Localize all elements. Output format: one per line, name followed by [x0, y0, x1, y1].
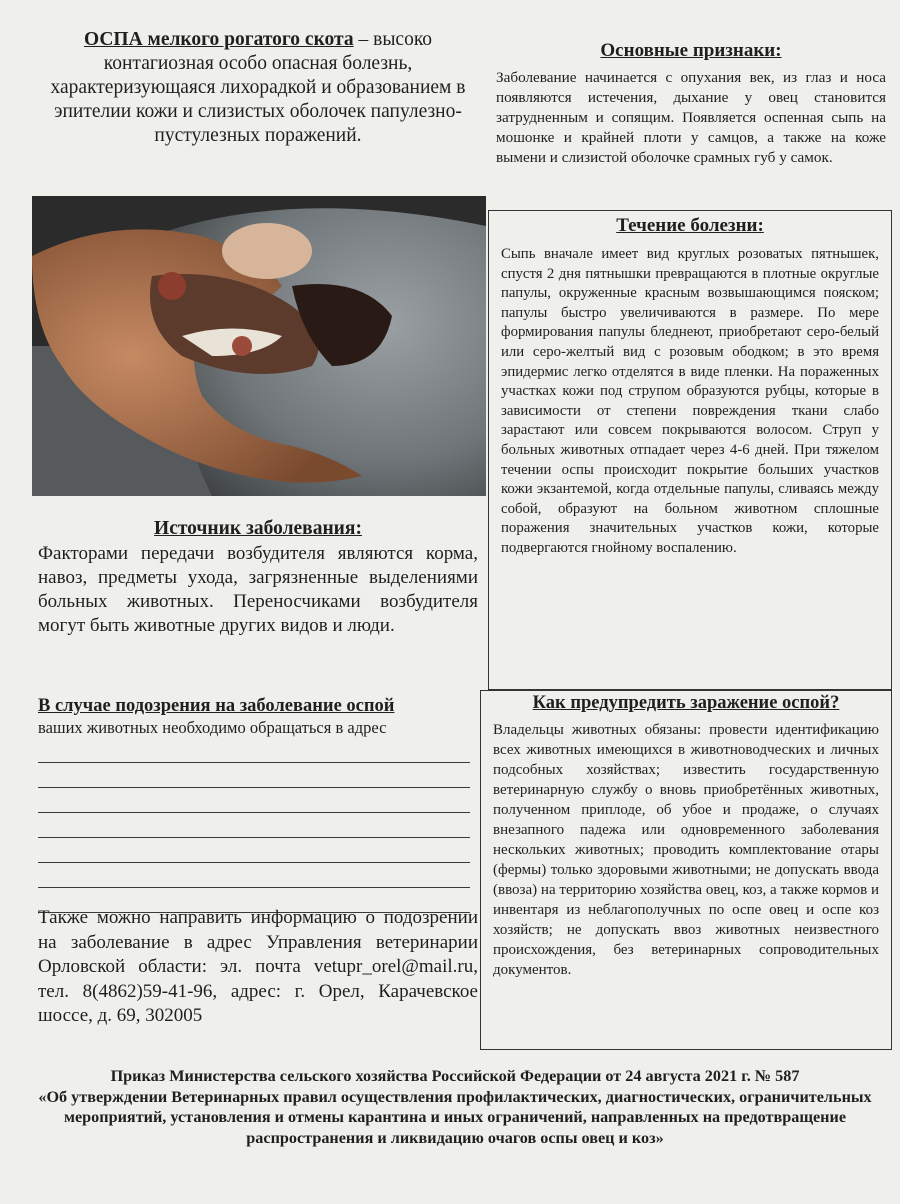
order-line-2: «Об утверждении Ветеринарных правил осуществления профилактических, диагностических, ограничительных мероприятий, установления и отмены карантина и иных ограничений, направленных на предотвращение распространения и ликвидацию очагов оспы овец и коз» [38, 1087, 872, 1147]
photo-illustration [32, 196, 486, 496]
course-title: Течение болезни: [616, 215, 764, 236]
source-section [38, 518, 478, 638]
prevent-title: Как предупредить заражение оспой? [532, 693, 840, 713]
intro-paragraph [38, 28, 478, 148]
address-line[interactable] [38, 738, 470, 763]
course-text: Сыпь вначале имеет вид круглых розоватых пятнышек, спустя 2 дня пятнышки превращаются в плотные округлые папулы, окруженные красным возвышающимся пояском; папулы быстро увеличиваются в размере. По мере формирования папулы бледнеют, приобретают серо-белый или серо-желтый вид с розовым ободком; в это время эпидермис легко отделятся в виде пленки. На пораженных участках кожи под струпом образуются рубцы, которые в зависимости от степени повреждения ткани слабо зарастают или совсем покрываются волосом. Струп у больных животных отпадает через 4-6 дней. При тяжелом течении оспы происходит покрытие больших участков кожи экзантемой, когда отдельные папулы, сливаясь между собой, образуют на больном животном сплошные поражения значительных участков кожи, которые подвергаются гнойному воспалению. [501, 246, 879, 556]
sheep-muzzle-photo [32, 196, 486, 496]
prevent-text: Владельцы животных обязаны: провести идентификацию всех животных имеющихся в животноводческих и личных подсобных хозяйствах; известить государственную ветеринарную службу о вновь приобретённых животных, полученном приплоде, об убое и продаже, о случаях внезапного падежа или одновременного заболевания нескольких животных; проводить комплектование отары (фермы) только здоровыми животными; не допускать ввода (ввоза) на территорию хозяйства овец, коз, а также кормов и инвентаря из неблагополучных по оспе овец и оспе коз хозяйств; не допускать ввоз животных неизвестного происхождения, без ветеринарных сопроводительных документов. [493, 722, 879, 978]
suspect-title: В случае подозрения на заболевание оспой [38, 696, 395, 716]
contact-paragraph: Также можно направить информацию о подозрении на заболевание в адрес Управления ветеринарии Орловской области: эл. почта vetupr_orel@mail.ru, тел. 8(4862)59-41-96, адрес: г. Орел, Карачевское шоссе, д. 69, 302005 [38, 907, 478, 1026]
source-title: Источник заболевания: [154, 518, 362, 539]
source-text: Факторами передачи возбудителя являются корма, навоз, предметы ухода, загрязненные выделениями больных животных. Переносчиками возбудителя могут быть животные других видов и люди. [38, 543, 478, 636]
address-line[interactable] [38, 813, 470, 838]
intro-text: – высоко контагиозная особо опасная болезнь, характеризующаяся лихорадкой и образованием в эпителии кожи и слизистых оболочек папулезно-пустулезных поражений. [50, 29, 466, 146]
intro-title: ОСПА мелкого рогатого скота [83, 29, 354, 50]
order-footer [30, 1066, 880, 1148]
address-line[interactable] [38, 863, 470, 888]
suspect-section [38, 696, 478, 913]
address-line[interactable] [38, 763, 470, 788]
address-line[interactable] [38, 788, 470, 813]
prevent-section [480, 690, 892, 1050]
suspect-text: ваших животных необходимо обращаться в адрес [38, 718, 387, 737]
address-line[interactable] [38, 838, 470, 863]
signs-title: Основные признаки: [600, 40, 782, 61]
signs-text: Заболевание начинается с опухания век, из глаз и носа появляются истечения, дыхание у овец становится затрудненным и сопящим. Появляется оспенная сыпь на мошонке и крайней плоти у самцов, а также на коже вымени и слизистой оболочке срамных губ у самок. [496, 69, 886, 166]
course-section [488, 210, 892, 690]
order-line-1: Приказ Министерства сельского хозяйства Российской Федерации от 24 августа 2021 г. № 587 [110, 1067, 800, 1085]
signs-section [496, 40, 886, 168]
